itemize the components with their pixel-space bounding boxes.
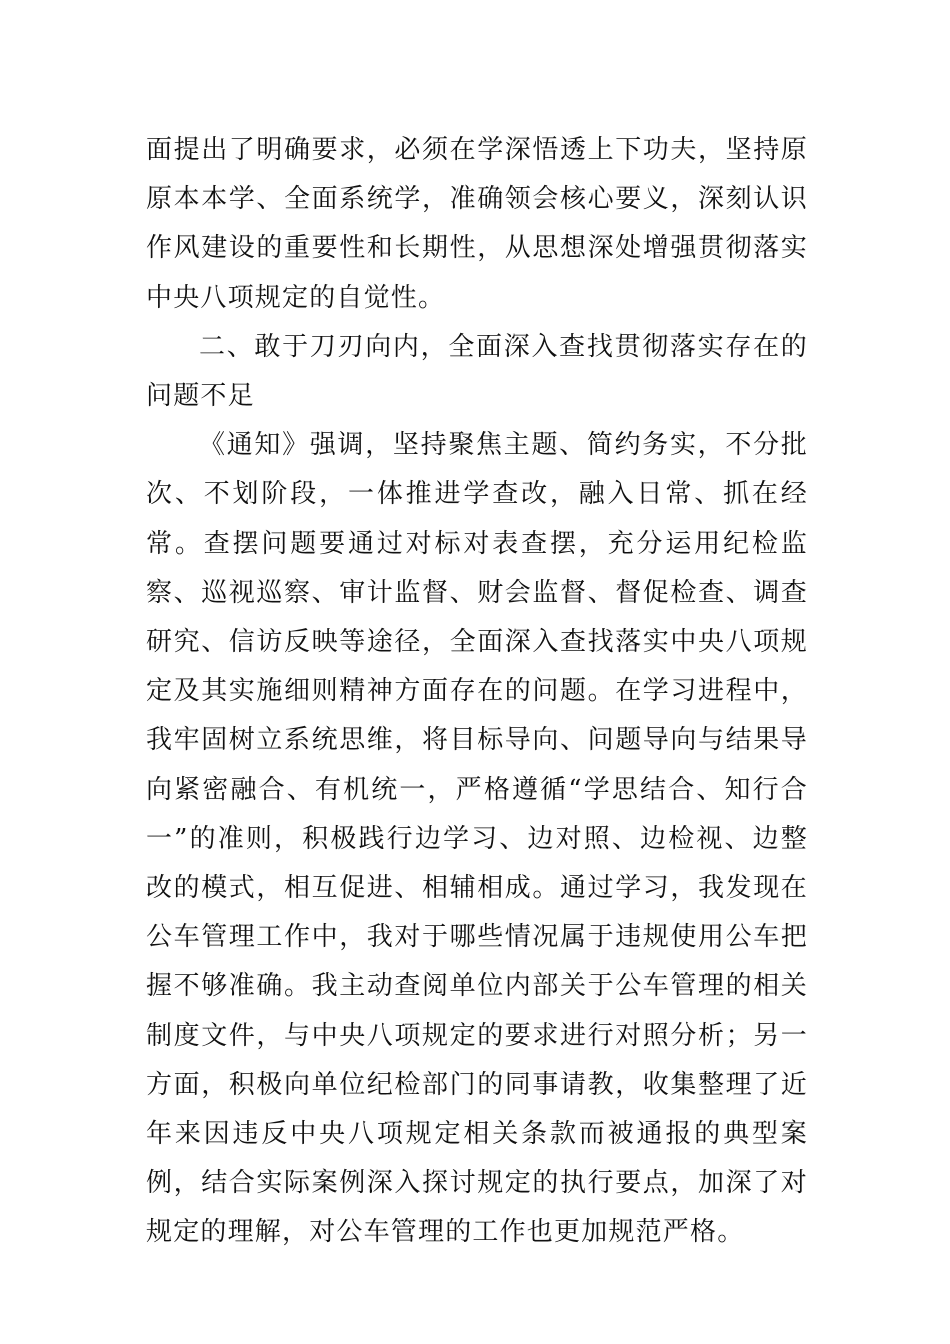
- paragraph-continuation: 面提出了明确要求，必须在学深悟透上下功夫，坚持原原本本学、全面系统学，准确领会核心要义，深刻认识作风建设的重要性和长期性，从思想深处增强贯彻落实中央八项规定的自觉性。: [146, 135, 808, 313]
- paragraph-body: 《通知》强调，坚持聚焦主题、简约务实，不分批次、不划阶段，一体推进学查改，融入日常、抓在经常。查摆问题要通过对标对表查摆，充分运用纪检监察、巡视巡察、审计监督、财会监督、督促检查、调查研究、信访反映等途径，全面深入查找落实中央八项规定及其实施细则精神方面存在的问题。在学习进程中，我牢固树立系统思维，将目标导向、问题导向与结果导向紧密融合、有机统一，严格遵循“学思结合、知行合一”的准则，积极践行边学习、边对照、边检视、边整改的模式，相互促进、相辅相成。通过学习，我发现在公车管理工作中，我对于哪些情况属于违规使用公车把握不够准确。我主动查阅单位内部关于公车管理的相关制度文件，与中央八项规定的要求进行对照分析；另一方面，积极向单位纪检部门的同事请教，收集整理了近年来因违反中央八项规定相关条款而被通报的典型案例，结合实际案例深入探讨规定的执行要点，加深了对规定的理解，对公车管理的工作也更加规范严格。: [146, 430, 808, 1248]
- section-heading: 二、敢于刀刃向内，全面深入查找贯彻落实存在的问题不足: [146, 331, 808, 412]
- document-body: [146, 126, 808, 1258]
